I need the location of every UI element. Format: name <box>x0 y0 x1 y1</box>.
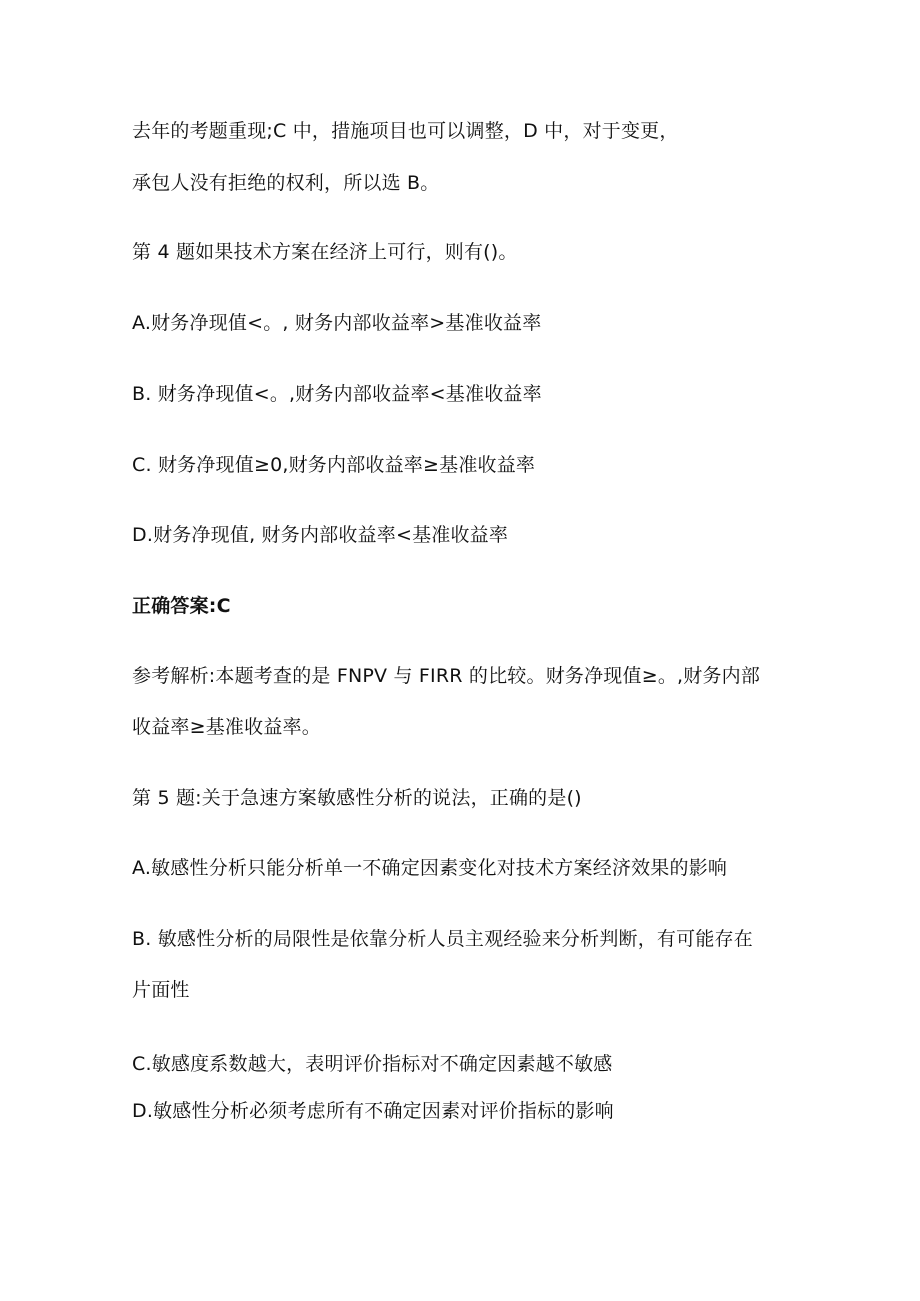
question-4-stem: 第 4 题如果技术方案在经济上可行，则有()。 <box>132 241 518 263</box>
question-4-option-c: C. 财务净现值≥0,财务内部收益率≥基准收益率 <box>132 454 536 476</box>
question-4-explanation-1: 参考解析:本题考查的是 FNPV 与 FIRR 的比较。财务净现值≥。,财务内部 <box>132 665 761 687</box>
question-5-option-b-line-1: B. 敏感性分析的局限性是依靠分析人员主观经验来分析判断，有可能存在 <box>132 928 753 950</box>
question-4-explanation-2: 收益率≥基准收益率。 <box>132 716 321 738</box>
question-5-option-c: C.敏感度系数越大，表明评价指标对不确定因素越不敏感 <box>132 1053 613 1075</box>
question-5-stem: 第 5 题:关于急速方案敏感性分析的说法，正确的是() <box>132 787 582 809</box>
text-line-q3-explanation-2: 承包人没有拒绝的权利，所以选 B。 <box>132 172 440 194</box>
question-4-option-a: A.财务净现值<。, 财务内部收益率>基准收益率 <box>132 312 542 334</box>
text-line-q3-explanation-1: 去年的考题重现;C 中，措施项目也可以调整，D 中，对于变更， <box>132 120 679 142</box>
question-5-option-a: A.敏感性分析只能分析单一不确定因素变化对技术方案经济效果的影响 <box>132 857 728 879</box>
question-4-option-d: D.财务净现值, 财务内部收益率<基准收益率 <box>132 524 509 546</box>
question-4-answer: 正确答案:C <box>132 595 231 617</box>
question-5-option-d: D.敏感性分析必须考虑所有不确定因素对评价指标的影响 <box>132 1100 614 1122</box>
question-4-option-b: B. 财务净现值<。,财务内部收益率<基准收益率 <box>132 383 542 405</box>
question-5-option-b-line-2: 片面性 <box>132 979 190 1001</box>
